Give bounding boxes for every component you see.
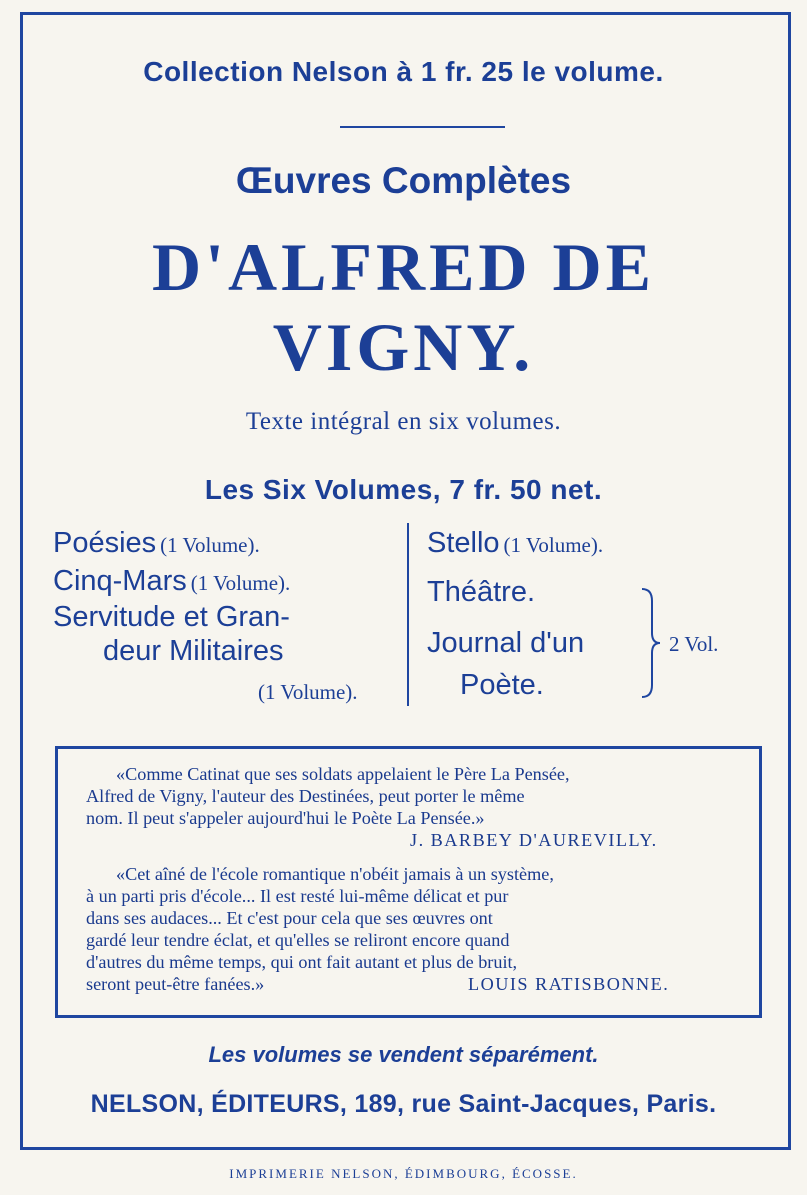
sold-separately-note: Les volumes se vendent séparément. <box>208 1042 599 1067</box>
volume-cinqmars <box>53 565 290 598</box>
quote2-line4: gardé leur tendre éclat, et qu'elles se reliront encore quand <box>86 930 510 950</box>
volume-theatre: Théâtre. <box>427 576 535 608</box>
volume-title: Stello <box>427 527 500 559</box>
quote1-line2: Alfred de Vigny, l'auteur des Destinées, peut porter le même <box>86 786 525 806</box>
volume-servitude-line2: deur Militaires <box>103 635 284 667</box>
quote2-line2: à un parti pris d'école... Il est resté lui-même délicat et pur <box>86 886 509 906</box>
publisher-address: NELSON, ÉDITEURS, 189, rue Saint-Jacques, Paris. <box>90 1090 717 1118</box>
volume-title: Poésies <box>53 527 157 559</box>
quote2-line1: «Cet aîné de l'école romantique n'obéit jamais à un système, <box>116 864 554 884</box>
volume-count: (1 Volume). <box>503 533 604 557</box>
quote1-author: J. BARBEY D'AUREVILLY. <box>410 830 658 850</box>
quote1-line1: «Comme Catinat que ses soldats appelaient le Père La Pensée, <box>116 764 570 784</box>
brace-icon <box>640 587 664 699</box>
volume-servitude-line1: Servitude et Gran- <box>53 601 290 633</box>
column-divider <box>407 523 409 706</box>
volume-count: (1 Volume). <box>160 533 260 557</box>
quote2-line5: d'autres du même temps, qui ont fait autant et plus de bruit, <box>86 952 518 972</box>
volume-count: (1 Volume). <box>190 571 291 595</box>
quote2-line3: dans ses audaces... Et c'est pour cela que ses œuvres ont <box>86 908 493 928</box>
oeuvres-title: Œuvres Complètes <box>235 160 572 201</box>
quote2-author: LOUIS RATISBONNE. <box>468 974 670 994</box>
heading-rule <box>340 126 505 128</box>
volume-stello <box>427 527 603 560</box>
volume-poesies <box>53 527 260 560</box>
quote2-line6: seront peut-être fanées.» <box>86 974 265 994</box>
quote1-line3: nom. Il peut s'appeler aujourd'hui le Poète La Pensée.» <box>86 808 485 828</box>
printer-imprint: IMPRIMERIE NELSON, ÉDIMBOURG, ÉCOSSE. <box>229 1166 578 1181</box>
author-name-line1: D'ALFRED DE <box>151 229 656 305</box>
volume-grouped-count: 2 Vol. <box>669 632 719 656</box>
price-line: Les Six Volumes, 7 fr. 50 net. <box>204 474 603 505</box>
volume-journal-line1: Journal d'un <box>427 627 585 659</box>
collection-heading: Collection Nelson à 1 fr. 25 le volume. <box>143 56 664 87</box>
volume-servitude-count: (1 Volume). <box>258 680 358 704</box>
subtitle: Texte intégral en six volumes. <box>245 408 562 435</box>
author-name-line2: VIGNY. <box>272 309 535 385</box>
volume-title: Cinq-Mars <box>53 565 187 597</box>
volume-journal-line2: Poète. <box>460 669 544 701</box>
